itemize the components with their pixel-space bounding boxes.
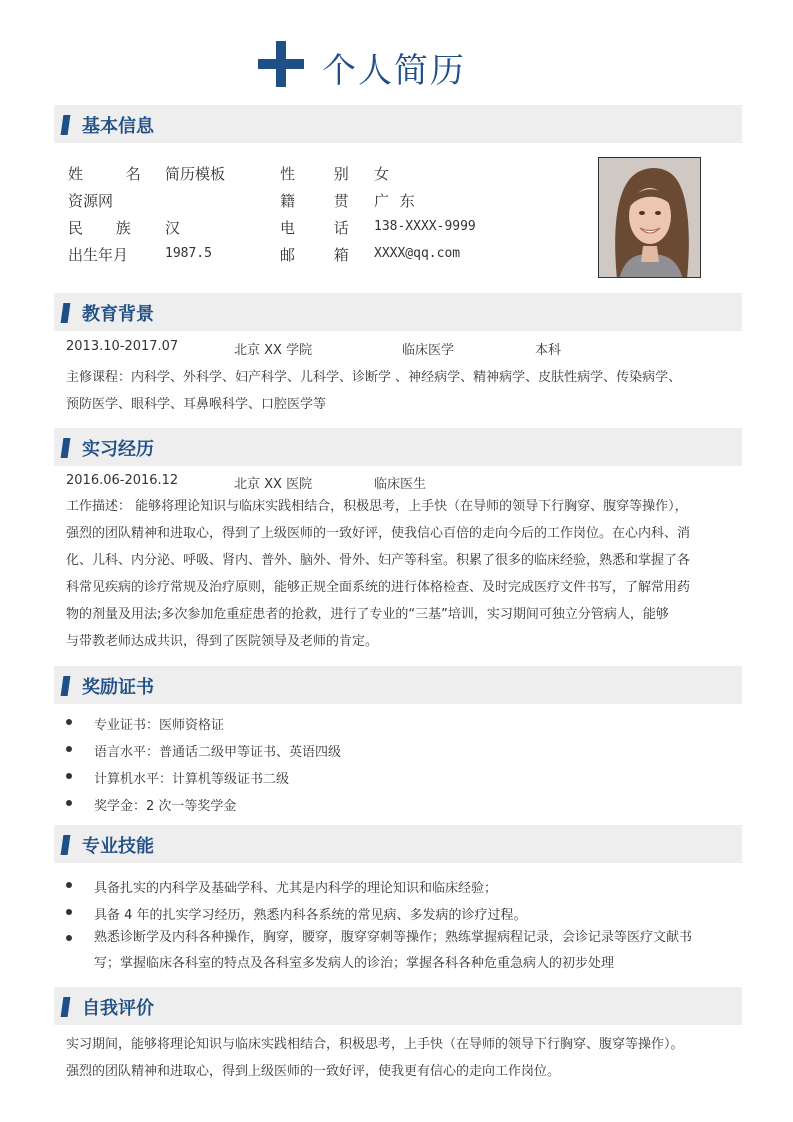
skill-line: 写；掌握临床各科室的特点及各科室多发病人的诊治；掌握各科各种危重急病人的初步处理 — [94, 956, 615, 971]
plus-icon — [258, 41, 304, 87]
skill-line: 熟悉诊断学及内科各种操作，胸穿，腰穿，腹穿穿刺等操作；熟练掌握病程记录，会诊记录等医疗文献书 — [94, 930, 693, 945]
education-major: 临床医学 — [402, 343, 455, 358]
bullet-icon — [66, 746, 72, 752]
source-text: 资源网 — [68, 192, 114, 210]
self-eval-line: 实习期间，能够将理论知识与临床实践相结合，积极思考，上手快（在导师的领导下行胸穿、腹穿等操作）。 — [66, 1037, 684, 1052]
education-period: 2013.10-2017.07 — [66, 339, 179, 354]
bullet-icon — [66, 882, 72, 888]
internship-period: 2016.06-2016.12 — [66, 473, 179, 488]
education-school: 北京 XX 学院 — [234, 343, 313, 358]
email-label: 邮 箱 — [280, 246, 349, 264]
award-item: 计算机水平：计算机等级证书二级 — [94, 772, 290, 787]
phone-label: 电 话 — [280, 219, 349, 237]
section-marker — [61, 835, 71, 855]
gender-value: 女 — [374, 165, 390, 183]
gender-label: 性 别 — [280, 165, 349, 183]
section-header-self-eval — [54, 987, 742, 1025]
section-title: 教育背景 — [82, 304, 154, 325]
email-value: XXXX@qq.com — [374, 246, 461, 261]
description-line: 化、儿科、内分泌、呼吸、肾内、普外、脑外、骨外、妇产等科室。积累了很多的临床经验，熟悉和掌握了各 — [66, 553, 691, 568]
section-header-internship — [54, 428, 742, 466]
section-title: 专业技能 — [82, 836, 154, 857]
section-header-awards — [54, 666, 742, 704]
section-title: 自我评价 — [82, 998, 154, 1019]
description-line: 科常见疾病的诊疗常规及治疗原则，能够正规全面系统的进行体格检查、及时完成医疗文件书写，了解常用药 — [66, 580, 691, 595]
award-item: 语言水平：普通话二级甲等证书、英语四级 — [94, 745, 342, 760]
description-line: 工作描述： 能够将理论知识与临床实践相结合，积极思考，上手快（在导师的领导下行胸穿、腹穿等操作）， — [66, 499, 688, 514]
section-marker — [61, 997, 71, 1017]
section-marker — [61, 303, 71, 323]
page-title: 个人简历 — [322, 51, 466, 91]
native-label: 籍 贯 — [280, 192, 349, 210]
internship-role: 临床医生 — [374, 477, 427, 492]
section-marker — [61, 115, 71, 135]
portrait-image — [599, 158, 701, 278]
self-evaluation — [66, 1031, 744, 1085]
self-eval-line: 强烈的团队精神和进取心，得到上级医师的一致好评，使我更有信心的走向工作岗位。 — [66, 1064, 561, 1079]
name-value: 简历模板 — [165, 165, 226, 183]
section-marker — [61, 676, 71, 696]
section-title: 基本信息 — [82, 116, 154, 137]
name-label: 姓 名 — [68, 165, 141, 183]
internship-description — [66, 493, 744, 655]
bullet-icon — [66, 800, 72, 806]
section-header-basic — [54, 105, 742, 143]
birth-value: 1987.5 — [165, 246, 212, 261]
section-title: 奖励证书 — [82, 677, 154, 698]
education-degree: 本科 — [535, 343, 562, 358]
description-line: 物的剂量及用法;多次参加危重症患者的抢救，进行了专业的“三基”培训，实习期间可独立分管病人，能够 — [66, 607, 669, 622]
description-line: 与带教老师达成共识，得到了医院领导及老师的肯定。 — [66, 634, 379, 649]
skill-item — [94, 925, 744, 977]
education-courses: 主修课程：内科学、外科学、妇产科学、儿科学、诊断学 、神经病学、精神病学、皮肤性病学、传染病学、 — [66, 370, 682, 385]
bullet-icon — [66, 909, 72, 915]
resume-header — [0, 38, 793, 98]
native-value: 广 东 — [374, 192, 415, 210]
profile-photo — [598, 157, 701, 278]
section-title: 实习经历 — [82, 439, 154, 460]
phone-value: 138-XXXX-9999 — [374, 219, 476, 234]
bullet-icon — [66, 773, 72, 779]
award-item: 奖学金：2 次一等奖学金 — [94, 799, 237, 814]
section-header-skills — [54, 825, 742, 863]
ethnic-value: 汉 — [165, 219, 181, 237]
section-marker — [61, 438, 71, 458]
ethnic-label: 民 族 — [68, 219, 131, 237]
internship-hospital: 北京 XX 医院 — [234, 477, 313, 492]
birth-label: 出生年月 — [68, 246, 129, 264]
section-header-education — [54, 293, 742, 331]
bullet-icon — [66, 719, 72, 725]
skill-item: 具备 4 年的扎实学习经历，熟悉内科各系统的常见病、多发病的诊疗过程。 — [94, 908, 527, 923]
bullet-icon — [66, 935, 72, 941]
education-courses-cont: 预防医学、眼科学、耳鼻喉科学、口腔医学等 — [66, 397, 327, 412]
description-line: 强烈的团队精神和进取心，得到了上级医师的一致好评，使我信心百倍的走向今后的工作岗位。在心内科、消 — [66, 526, 691, 541]
award-item: 专业证书：医师资格证 — [94, 718, 225, 733]
skill-item: 具备扎实的内科学及基础学科、尤其是内科学的理论知识和临床经验； — [94, 881, 498, 896]
